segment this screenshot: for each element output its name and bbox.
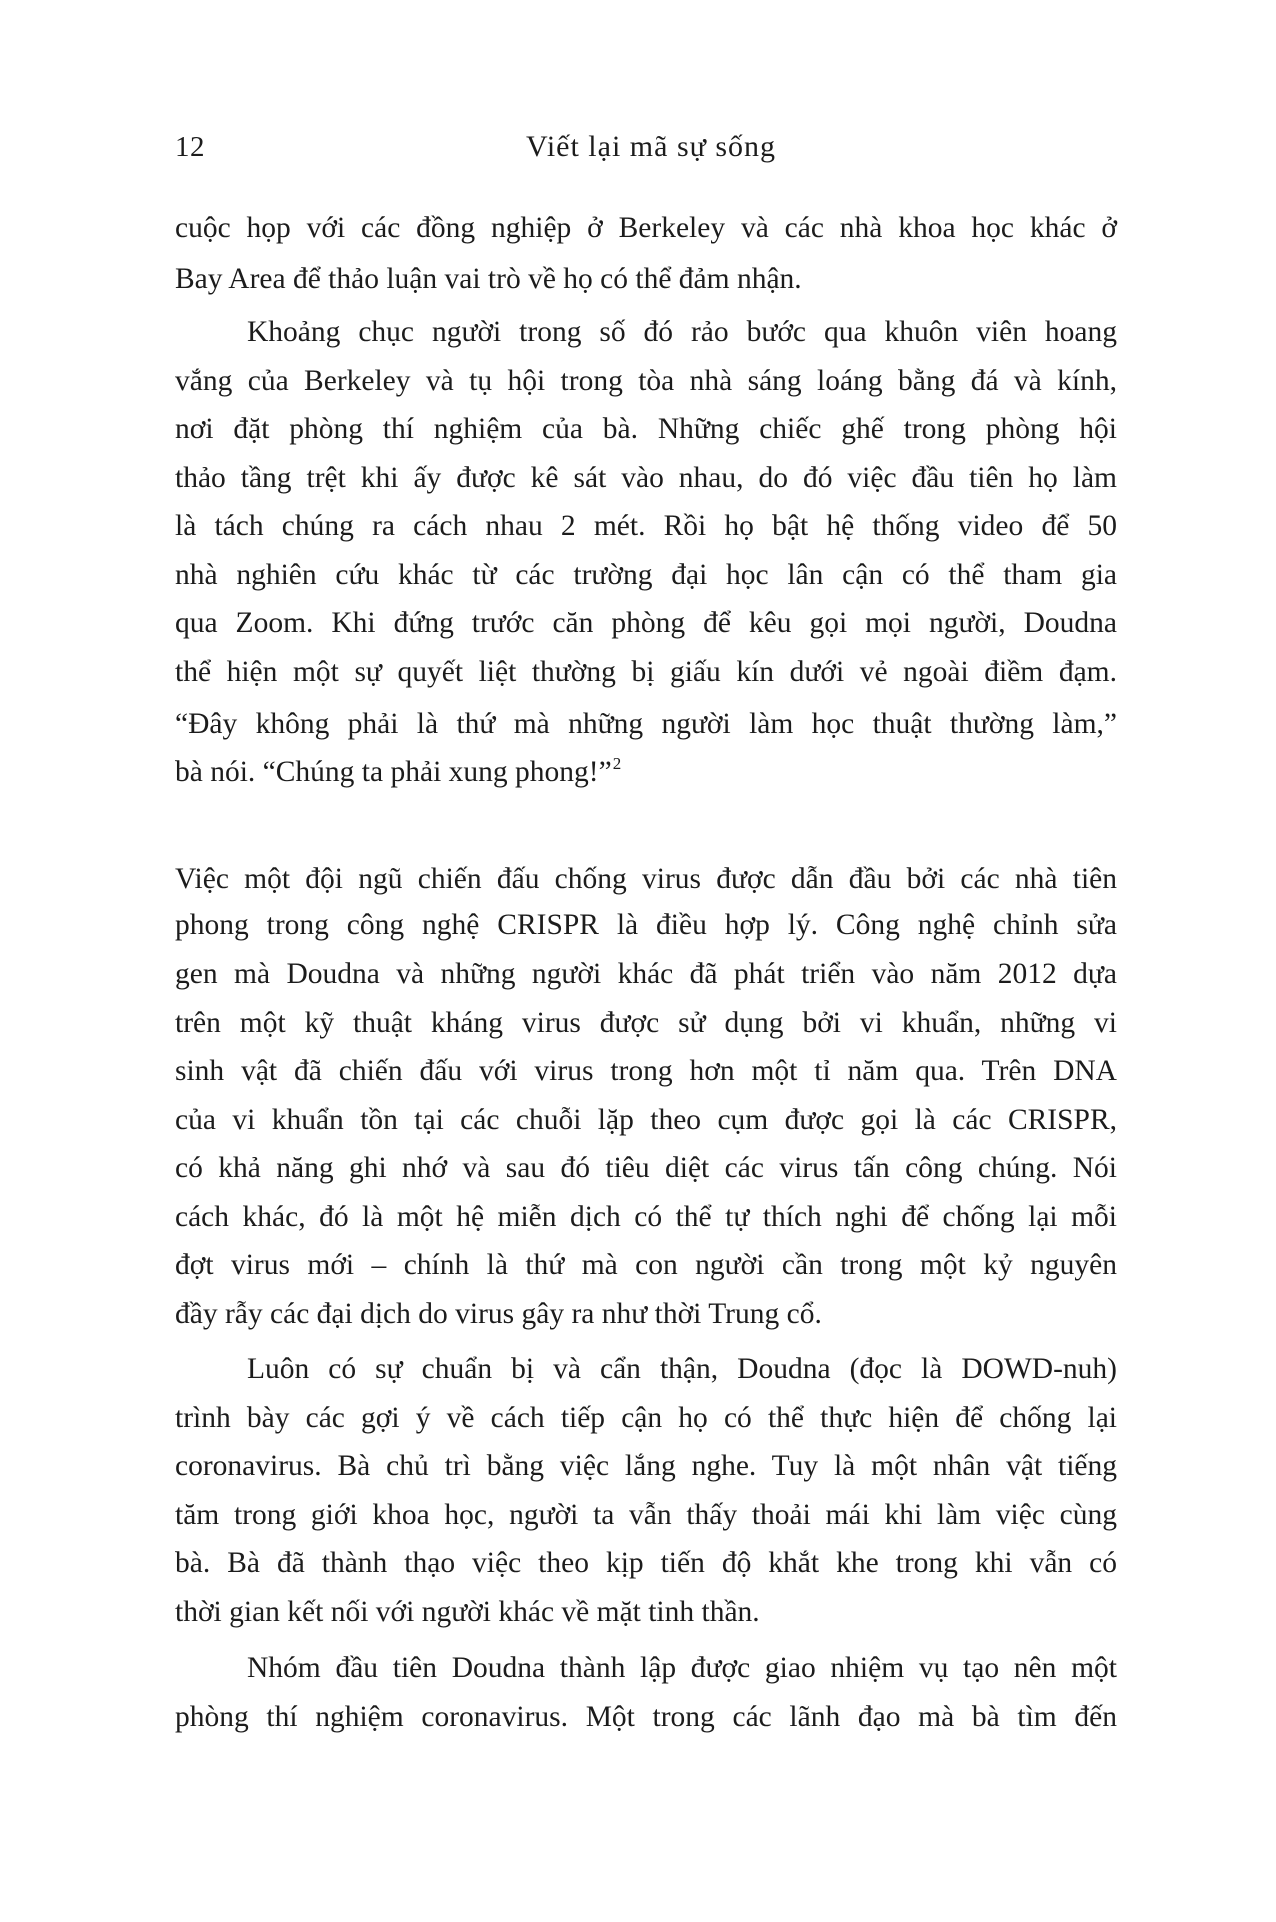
text-line: [175, 754, 1117, 790]
text-line: Việc một đội ngũ chiến đấu chống virus được dẫn đầu bởi các nhà tiên: [175, 863, 1117, 895]
text-line: Luôn có sự chuẩn bị và cẩn thận, Doudna (đọc là DOWD-nuh): [247, 1353, 1117, 1385]
text-line: trình bày các gợi ý về cách tiếp cận họ có thể thực hiện để chống lại: [175, 1402, 1117, 1434]
text-line: gen mà Doudna và những người khác đã phát triển vào năm 2012 dựa: [175, 958, 1117, 990]
text-line: Khoảng chục người trong số đó rảo bước qua khuôn viên hoang: [247, 316, 1117, 348]
text-line: cuộc họp với các đồng nghiệp ở Berkeley và các nhà khoa học khác ở: [175, 212, 1117, 244]
text-line: thời gian kết nối với người khác về mặt tinh thần.: [175, 1596, 760, 1628]
text-line: Nhóm đầu tiên Doudna thành lập được giao nhiệm vụ tạo nên một: [247, 1652, 1117, 1684]
footnote-reference[interactable]: 2: [612, 754, 622, 773]
text-line: Bay Area để thảo luận vai trò về họ có thể đảm nhận.: [175, 263, 802, 295]
text-line: thể hiện một sự quyết liệt thường bị giấu kín dưới vẻ ngoài điềm đạm.: [175, 656, 1117, 688]
book-title: Viết lại mã sự sống: [525, 130, 777, 163]
text-line: vắng của Berkeley và tụ hội trong tòa nhà sáng loáng bằng đá và kính,: [175, 365, 1117, 397]
last-line-with-footnote: bà nói. “Chúng ta phải xung phong!”$^2$: [175, 754, 622, 788]
text-line: sinh vật đã chiến đấu với virus trong hơn một tỉ năm qua. Trên DNA: [175, 1055, 1117, 1087]
text-line: có khả năng ghi nhớ và sau đó tiêu diệt các virus tấn công chúng. Nói: [175, 1152, 1117, 1184]
text-line: “Đây không phải là thứ mà những người làm học thuật thường làm,”: [175, 708, 1117, 740]
text-line: cách khác, đó là một hệ miễn dịch có thể tự thích nghi để chống lại mỗi: [175, 1201, 1117, 1233]
text-line: phòng thí nghiệm coronavirus. Một trong các lãnh đạo mà bà tìm đến: [175, 1701, 1117, 1733]
text-line: nhà nghiên cứu khác từ các trường đại học lân cận có thể tham gia: [175, 559, 1117, 591]
text-line: là tách chúng ra cách nhau 2 mét. Rồi họ bật hệ thống video để 50: [175, 510, 1117, 542]
text-line: bà. Bà đã thành thạo việc theo kịp tiến độ khắt khe trong khi vẫn có: [175, 1547, 1117, 1579]
text-line: nơi đặt phòng thí nghiệm của bà. Những chiếc ghế trong phòng hội: [175, 413, 1117, 445]
running-head: [175, 129, 1117, 165]
text-line: trên một kỹ thuật kháng virus được sử dụng bởi vi khuẩn, những vi: [175, 1007, 1117, 1039]
text-line: của vi khuẩn tồn tại các chuỗi lặp theo cụm được gọi là các CRISPR,: [175, 1104, 1117, 1136]
text-line: tăm trong giới khoa học, người ta vẫn thấy thoải mái khi làm việc cùng: [175, 1499, 1117, 1531]
text-line: đợt virus mới – chính là thứ mà con người cần trong một kỷ nguyên: [175, 1249, 1117, 1281]
text-line: qua Zoom. Khi đứng trước căn phòng để kêu gọi mọi người, Doudna: [175, 607, 1117, 639]
text-line: đầy rẫy các đại dịch do virus gây ra như thời Trung cổ.: [175, 1298, 822, 1330]
page-number: 12: [175, 131, 205, 163]
text-line: thảo tầng trệt khi ấy được kê sát vào nhau, do đó việc đầu tiên họ làm: [175, 462, 1117, 494]
text-line: phong trong công nghệ CRISPR là điều hợp lý. Công nghệ chỉnh sửa: [175, 909, 1117, 941]
text-line: coronavirus. Bà chủ trì bằng việc lắng nghe. Tuy là một nhân vật tiếng: [175, 1450, 1117, 1482]
